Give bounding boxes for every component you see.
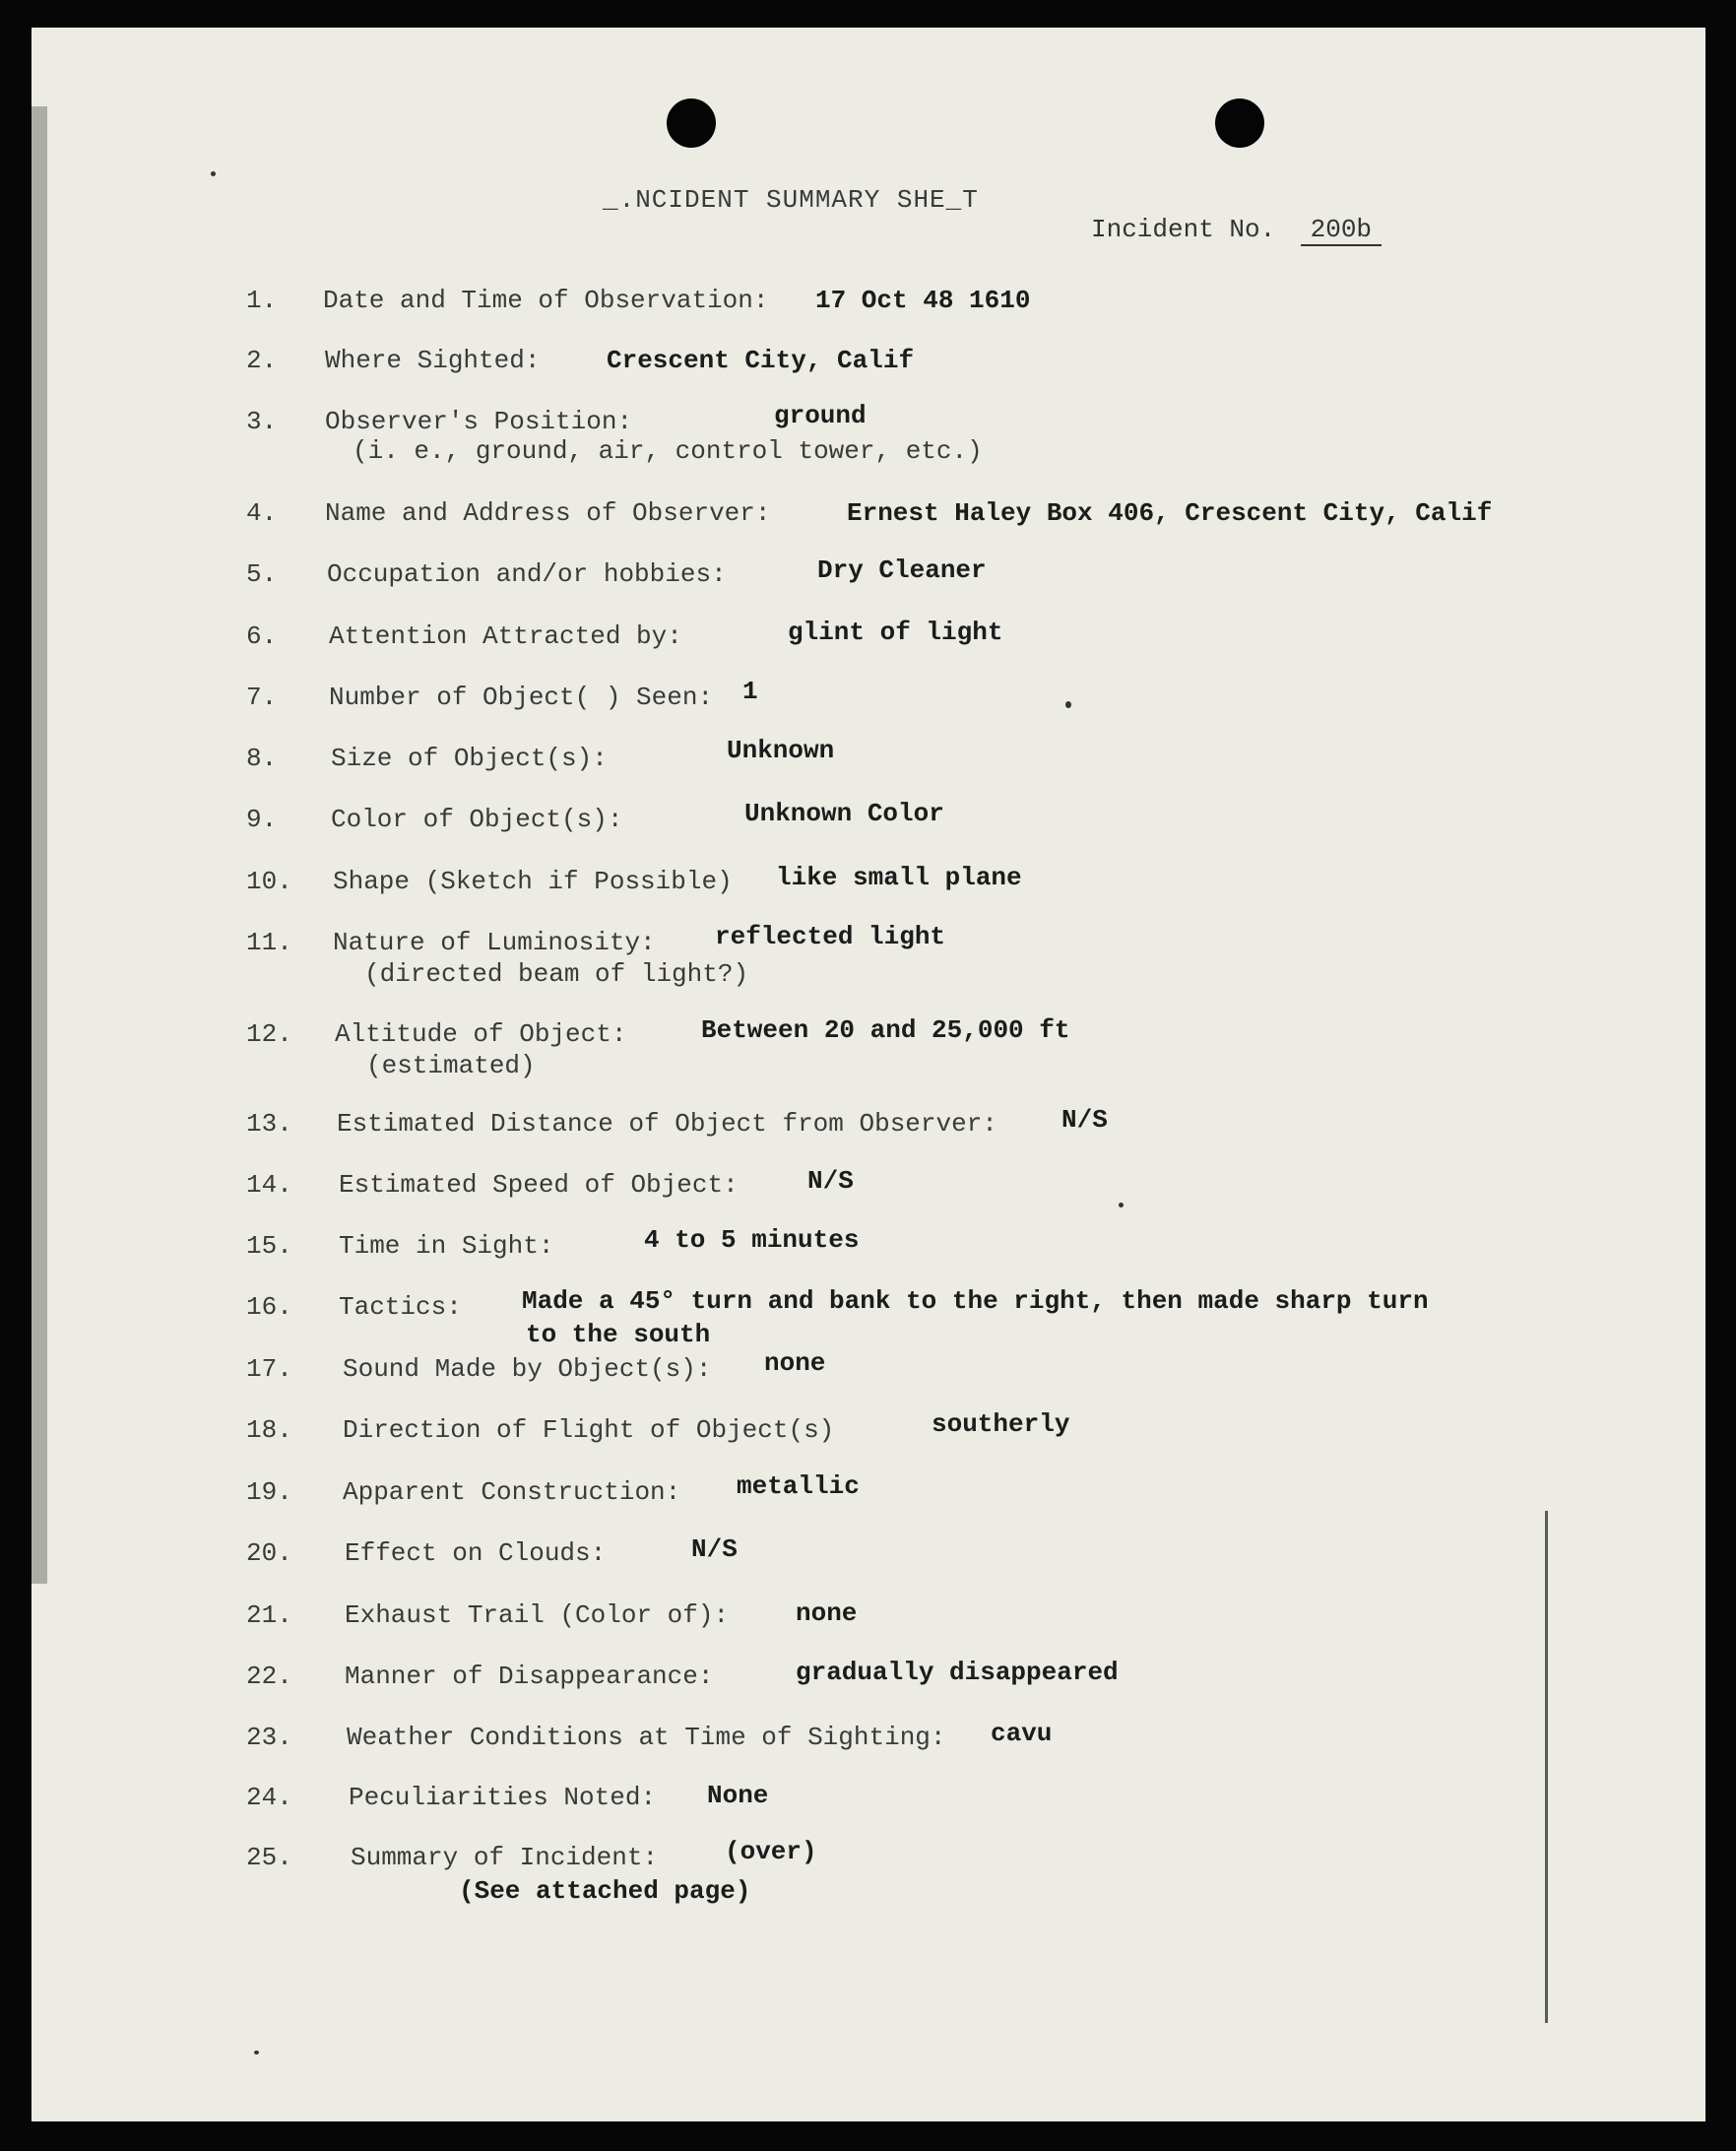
item-label: Effect on Clouds:: [345, 1538, 607, 1568]
item-value: none: [764, 1348, 826, 1378]
item-label: Date and Time of Observation:: [323, 286, 769, 315]
item-number: 25.: [246, 1843, 292, 1872]
item-label: Where Sighted:: [325, 346, 541, 375]
item-label: Exhaust Trail (Color of):: [345, 1600, 730, 1630]
item-value: (over): [725, 1837, 817, 1866]
item-value-continued: (See attached page): [459, 1876, 751, 1906]
item-number: 10.: [246, 867, 292, 896]
item-number: 3.: [246, 407, 278, 436]
ink-speck: [1119, 1203, 1124, 1207]
item-number: 12.: [246, 1019, 292, 1049]
incident-label: Incident No.: [1091, 215, 1276, 244]
item-label: Summary of Incident:: [351, 1843, 659, 1872]
item-label: Color of Object(s):: [331, 805, 623, 834]
item-label: Size of Object(s):: [331, 744, 608, 773]
item-value: N/S: [807, 1166, 854, 1196]
item-value: 4 to 5 minutes: [644, 1225, 860, 1255]
item-label: Attention Attracted by:: [329, 621, 682, 651]
item-label: Peculiarities Noted:: [349, 1783, 657, 1812]
item-label: Estimated Speed of Object:: [339, 1170, 739, 1200]
item-value: reflected light: [715, 922, 946, 951]
item-number: 22.: [246, 1662, 292, 1691]
item-label: Estimated Distance of Object from Observer:: [337, 1109, 997, 1139]
item-value: like small plane: [776, 863, 1022, 892]
item-value: ground: [774, 401, 867, 430]
item-label: Apparent Construction:: [343, 1477, 681, 1507]
item-number: 24.: [246, 1783, 292, 1812]
item-value: Made a 45° turn and bank to the right, then made sharp turn: [522, 1286, 1429, 1316]
item-value: none: [796, 1598, 858, 1628]
incident-number-block: [1091, 215, 1382, 246]
item-label: Name and Address of Observer:: [325, 498, 771, 528]
item-value: glint of light: [788, 618, 1003, 647]
item-value: cavu: [991, 1719, 1053, 1748]
item-number: 15.: [246, 1231, 292, 1261]
item-number: 19.: [246, 1477, 292, 1507]
item-label: Number of Object( ) Seen:: [329, 683, 714, 712]
item-value: Unknown Color: [744, 799, 944, 828]
item-number: 8.: [246, 744, 278, 773]
punch-hole-right: [1215, 98, 1264, 148]
margin-rule: [1545, 1511, 1548, 2023]
item-value: N/S: [691, 1534, 738, 1564]
item-value: 17 Oct 48 1610: [815, 286, 1031, 315]
item-value: Crescent City, Calif: [607, 346, 915, 375]
item-number: 20.: [246, 1538, 292, 1568]
item-label: Observer's Position:: [325, 407, 633, 436]
item-label: Occupation and/or hobbies:: [327, 559, 727, 589]
item-number: 14.: [246, 1170, 292, 1200]
item-value: gradually disappeared: [796, 1658, 1119, 1687]
item-sublabel: (estimated): [366, 1051, 536, 1080]
item-number: 17.: [246, 1354, 292, 1384]
ink-speck: [211, 171, 216, 176]
item-label: Sound Made by Object(s):: [343, 1354, 712, 1384]
item-value: Dry Cleaner: [817, 555, 987, 585]
item-value: None: [707, 1781, 769, 1810]
item-label: Altitude of Object:: [335, 1019, 627, 1049]
item-label: Nature of Luminosity:: [333, 928, 656, 957]
document-title: _.NCIDENT SUMMARY SHE_T: [603, 185, 979, 215]
item-label: Weather Conditions at Time of Sighting:: [347, 1723, 946, 1752]
ink-speck: [254, 2051, 259, 2054]
item-number: 13.: [246, 1109, 292, 1139]
item-sublabel: (i. e., ground, air, control tower, etc.): [353, 436, 983, 466]
item-number: 5.: [246, 559, 278, 589]
item-value-continued: to the south: [526, 1320, 711, 1349]
punch-hole-left: [667, 98, 716, 148]
item-label: Direction of Flight of Object(s): [343, 1415, 835, 1445]
item-number: 2.: [246, 346, 278, 375]
item-value: Between 20 and 25,000 ft: [701, 1015, 1070, 1045]
scan-edge-shadow: [32, 106, 47, 1584]
item-value: metallic: [737, 1471, 860, 1501]
item-number: 4.: [246, 498, 278, 528]
item-value: N/S: [1061, 1105, 1108, 1135]
item-number: 18.: [246, 1415, 292, 1445]
item-number: 16.: [246, 1292, 292, 1322]
item-number: 9.: [246, 805, 278, 834]
item-number: 11.: [246, 928, 292, 957]
item-label: Time in Sight:: [339, 1231, 554, 1261]
ink-speck: [1065, 701, 1071, 708]
document-page: [32, 28, 1705, 2121]
item-value: 1: [742, 677, 758, 706]
item-number: 6.: [246, 621, 278, 651]
item-value: Ernest Haley Box 406, Crescent City, Calif: [847, 498, 1493, 528]
item-number: 7.: [246, 683, 278, 712]
incident-number: 200b: [1301, 216, 1382, 246]
item-number: 23.: [246, 1723, 292, 1752]
item-sublabel: (directed beam of light?): [364, 959, 749, 989]
item-label: Manner of Disappearance:: [345, 1662, 714, 1691]
item-value: southerly: [932, 1409, 1070, 1439]
item-label: Tactics:: [339, 1292, 462, 1322]
item-label: Shape (Sketch if Possible): [333, 867, 733, 896]
item-number: 21.: [246, 1600, 292, 1630]
item-value: Unknown: [727, 736, 835, 765]
item-number: 1.: [246, 286, 278, 315]
